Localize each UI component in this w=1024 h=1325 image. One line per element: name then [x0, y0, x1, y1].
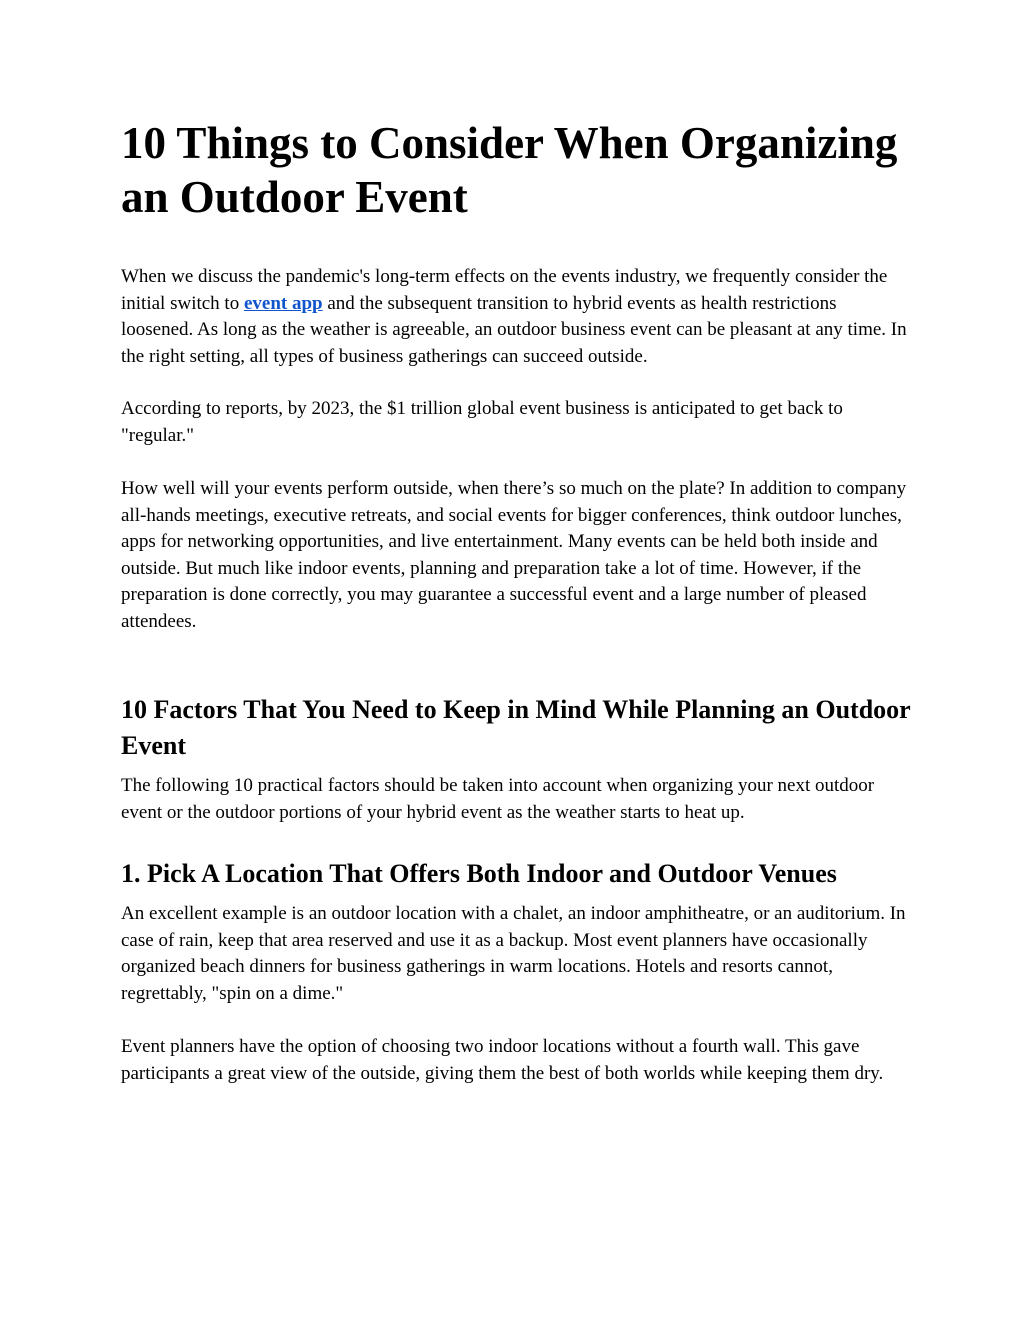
factors-heading: 10 Factors That You Need to Keep in Mind While Planning an Outdoor Event [121, 695, 911, 760]
page-title: 10 Things to Consider When Organizing an Outdoor Event [121, 118, 898, 222]
intro-paragraph [121, 264, 911, 370]
factors-intro-paragraph: The following 10 practical factors should be taken into account when organizing your next outdoor event or the outdoor portions of your hybrid event as the weather starts to heat up. [121, 775, 875, 823]
point-1-paragraph-1: An excellent example is an outdoor location with a chalet, an indoor amphitheatre, or an auditorium. In case of rain, keep that area reserved and use it as a backup. Most event planners have occasionally organized beach dinners for business gatherings in warm locations. Hotels and resorts cannot, regrettably, "spin on a dime." [121, 903, 906, 1004]
intro-text-after-link: and the subsequent transition to hybrid events as health restrictions loosened. As long as the weather is agreeable, an outdoor business event can be pleasant at any time. In the right setting, all types of business gatherings can succeed outside. [121, 292, 907, 367]
event-app-link[interactable]: event app [243, 292, 323, 314]
outdoor-performance-paragraph: How well will your events perform outside, when there’s so much on the plate? In addition to company all-hands meetings, executive retreats, and social events for bigger conferences, think outdoor lunches, apps for networking opportunities, and live entertainment. Many events can be held both inside and outside. But much like indoor events, planning and preparation take a lot of time. However, if the preparation is done correctly, you may guarantee a successful event and a large number of pleased attendees. [121, 478, 907, 632]
point-1-heading: 1. Pick A Location That Offers Both Indoor and Outdoor Venues [121, 859, 837, 888]
intro-text-before-link: When we discuss the pandemic's long-term effects on the events industry, we frequently consider the initial switch to [121, 266, 888, 314]
reports-paragraph: According to reports, by 2023, the $1 trillion global event business is anticipated to get back to "regular." [121, 398, 843, 446]
point-1-paragraph-2: Event planners have the option of choosing two indoor locations without a fourth wall. This gave participants a great view of the outside, giving them the best of both worlds while keeping them dry. [121, 1036, 884, 1084]
